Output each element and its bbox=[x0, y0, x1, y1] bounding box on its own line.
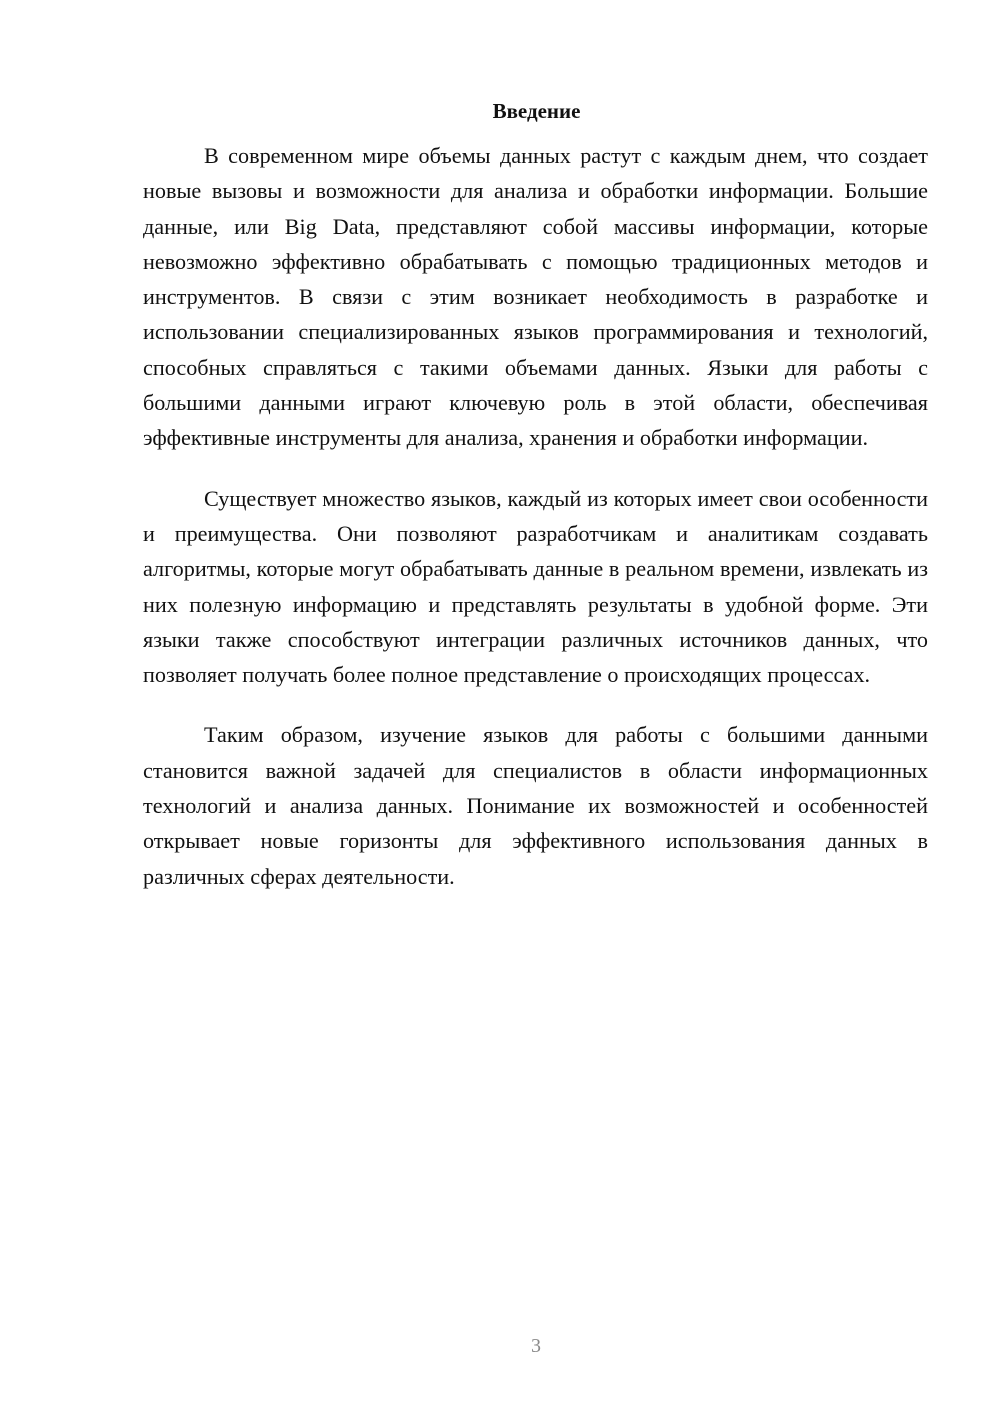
page-title: Введение bbox=[492, 99, 581, 123]
page-content bbox=[143, 96, 928, 919]
paragraph-intro: В современном мире объемы данных растут с каждым днем, что создает новые вызовы и возможности для анализа и обработки информации. Большие данные, или Big Data, представляют собой массивы информации, которые невозможно эффективно обрабатывать с помощью традиционных методов и инструментов. В связи с этим возникает необходимость в разработке и использовании специализированных языков программирования и технологий, способных справляться с такими объемами данных. Языки для работы с большими данными играют ключевую роль в этой области, обеспечивая эффективные инструменты для анализа, хранения и обработки информации. bbox=[143, 143, 928, 451]
paragraph-languages: Существует множество языков, каждый из которых имеет свои особенности и преимущества. Они позволяют разработчикам и аналитикам создавать алгоритмы, которые могут обрабатывать данные в реальном времени, извлекать из них полезную информацию и представлять результаты в удобной форме. Эти языки также способствуют интеграции различных источников данных, что позволяет получать более полное представление о происходящих процессах. bbox=[143, 485, 928, 688]
page-number: 3 bbox=[531, 1335, 541, 1357]
paragraph-conclusion: Таким образом, изучение языков для работы с большими данными становится важной задачей для специалистов в области информационных технологий и анализа данных. Понимание их возможностей и особенностей открывает новые горизонты для эффективного использования данных в различных сферах деятельности. bbox=[143, 722, 928, 889]
